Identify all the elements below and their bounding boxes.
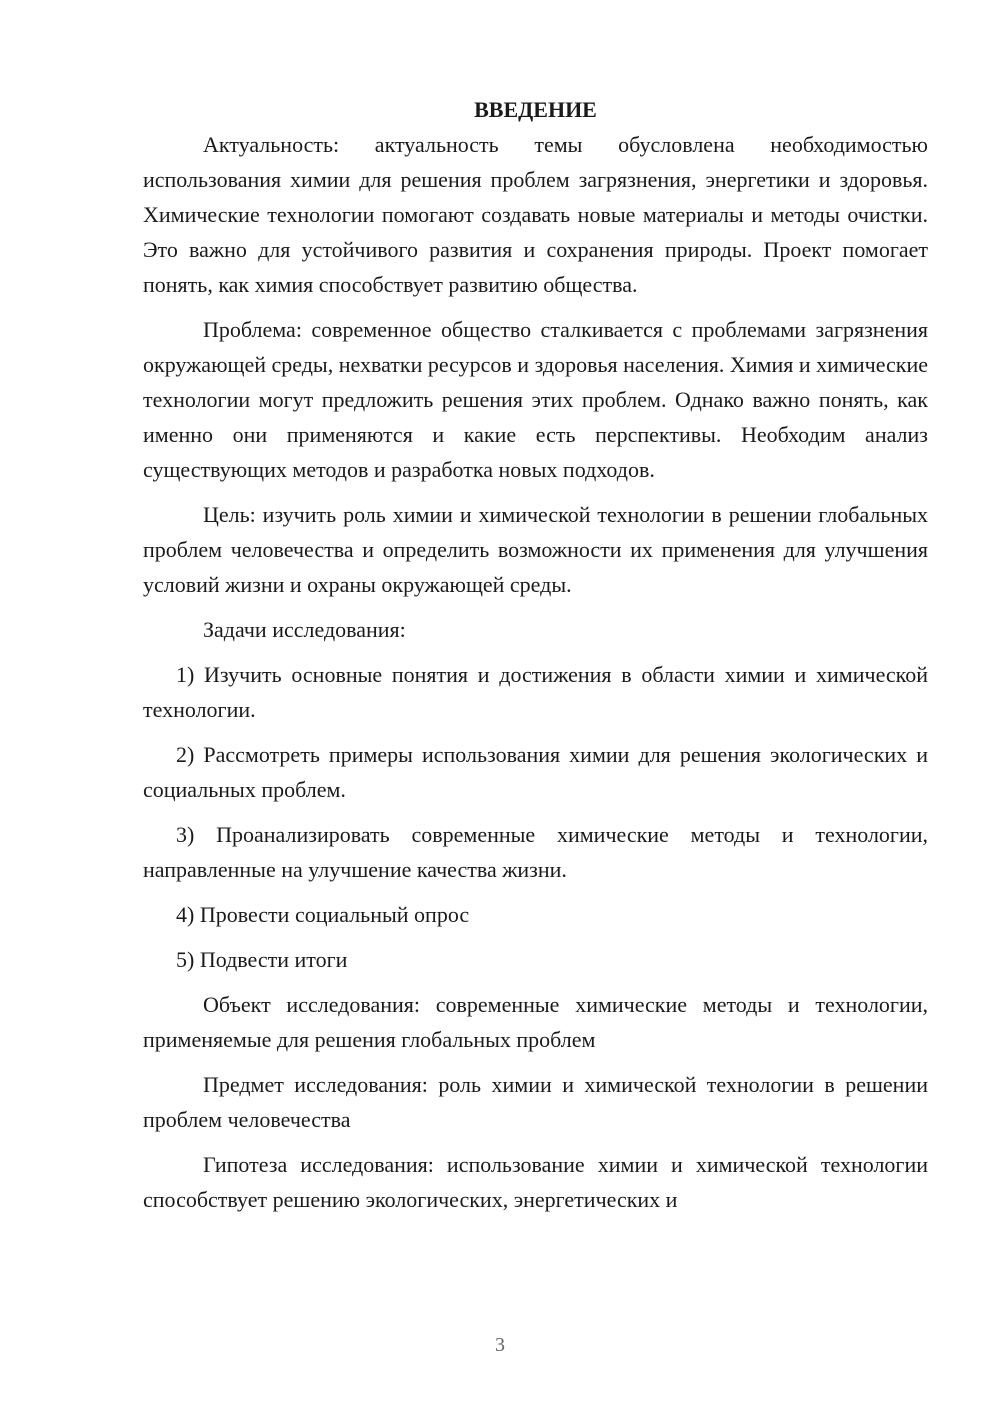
paragraph-problem: Проблема: современное общество сталкивается с проблемами загрязнения окружающей среды, нехватки ресурсов и здоровья населения. Химия и химические технологии могут предложить решения этих проблем. Однако важно понять, как именно они применяются и какие есть перспективы. Необходим анализ существующих методов и разработка новых подходов. [143,317,928,482]
document-page [143,95,928,1227]
paragraph-goal: Цель: изучить роль химии и химической технологии в решении глобальных проблем человечества и определить возможности их применения для улучшения условий жизни и охраны окружающей среды. [143,502,928,597]
paragraph-tasks-heading: Задачи исследования: [203,617,406,642]
paragraph-object: Объект исследования: современные химические методы и технологии, применяемые для решения глобальных проблем [143,992,928,1052]
task-item-4: 4) Провести социальный опрос [176,902,470,927]
task-item-2: 2) Рассмотреть примеры использования химии для решения экологических и социальных проблем. [143,742,928,802]
page-number: 3 [495,1334,505,1356]
paragraph-relevance: Актуальность: актуальность темы обусловлена необходимостью использования химии для решения проблем загрязнения, энергетики и здоровья. Химические технологии помогают создавать новые материалы и методы очистки. Это важно для устойчивого развития и сохранения природы. Проект помогает понять, как химия способствует развитию общества. [143,132,928,297]
task-item-5: 5) Подвести итоги [176,947,348,972]
task-item-1: 1) Изучить основные понятия и достижения в области химии и химической технологии. [143,662,928,722]
paragraph-subject: Предмет исследования: роль химии и химической технологии в решении проблем человечества [143,1072,928,1132]
task-item-3: 3) Проанализировать современные химические методы и технологии, направленные на улучшение качества жизни. [143,822,928,882]
paragraph-hypothesis: Гипотеза исследования: использование химии и химической технологии способствует решению экологических, энергетических и [143,1152,928,1212]
section-title: ВВЕДЕНИЕ [474,97,597,122]
